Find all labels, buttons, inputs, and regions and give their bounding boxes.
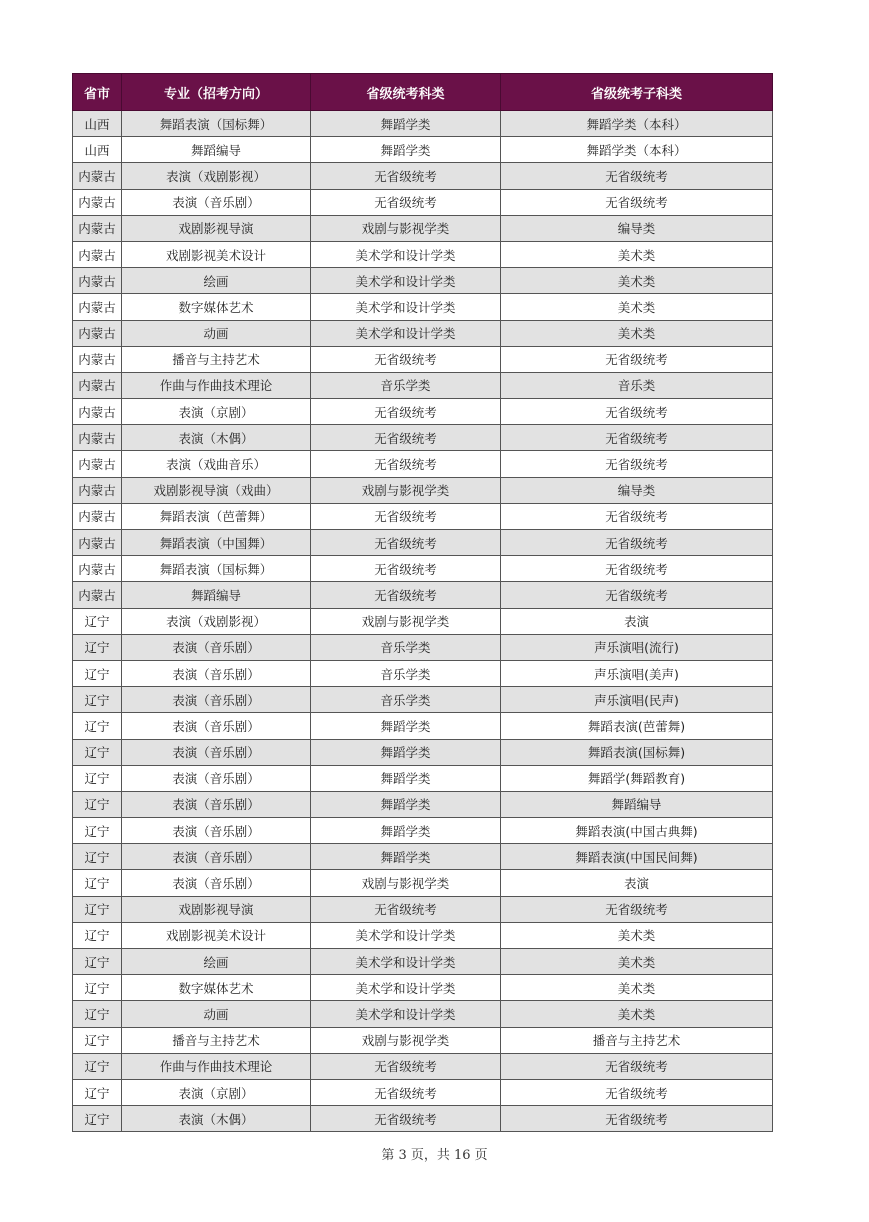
table-row — [73, 503, 773, 529]
cell-exam-subcategory: 美术类 — [501, 294, 773, 320]
table-row — [73, 634, 773, 660]
cell-major: 表演（戏曲音乐） — [122, 451, 311, 477]
table-row — [73, 949, 773, 975]
cell-province: 辽宁 — [73, 1053, 122, 1079]
cell-exam-category: 无省级统考 — [311, 530, 501, 556]
cell-province: 辽宁 — [73, 844, 122, 870]
cell-exam-subcategory: 播音与主持艺术 — [501, 1027, 773, 1053]
cell-exam-subcategory: 无省级统考 — [501, 530, 773, 556]
cell-exam-subcategory: 编导类 — [501, 477, 773, 503]
cell-major: 戏剧影视导演（戏曲） — [122, 477, 311, 503]
cell-province: 山西 — [73, 137, 122, 163]
cell-exam-subcategory: 无省级统考 — [501, 1079, 773, 1105]
cell-exam-subcategory: 舞蹈学(舞蹈教育) — [501, 765, 773, 791]
cell-province: 内蒙古 — [73, 215, 122, 241]
cell-major: 戏剧影视导演 — [122, 896, 311, 922]
table-row — [73, 1053, 773, 1079]
table-row — [73, 320, 773, 346]
cell-exam-subcategory: 无省级统考 — [501, 556, 773, 582]
cell-major: 播音与主持艺术 — [122, 346, 311, 372]
cell-province: 辽宁 — [73, 896, 122, 922]
cell-major: 绘画 — [122, 268, 311, 294]
cell-exam-category: 舞蹈学类 — [311, 739, 501, 765]
cell-exam-subcategory: 无省级统考 — [501, 451, 773, 477]
table-row — [73, 215, 773, 241]
cell-province: 辽宁 — [73, 1106, 122, 1132]
cell-exam-subcategory: 声乐演唱(流行) — [501, 634, 773, 660]
cell-major: 表演（音乐剧） — [122, 687, 311, 713]
cell-exam-subcategory: 美术类 — [501, 949, 773, 975]
cell-province: 辽宁 — [73, 660, 122, 686]
cell-major: 舞蹈编导 — [122, 582, 311, 608]
cell-exam-category: 无省级统考 — [311, 451, 501, 477]
table-row — [73, 922, 773, 948]
table-row — [73, 530, 773, 556]
cell-major: 表演（音乐剧） — [122, 844, 311, 870]
cell-exam-category: 无省级统考 — [311, 425, 501, 451]
header-province: 省市 — [73, 74, 122, 111]
table-row — [73, 896, 773, 922]
cell-exam-category: 无省级统考 — [311, 163, 501, 189]
table-row — [73, 1027, 773, 1053]
cell-exam-subcategory: 美术类 — [501, 1001, 773, 1027]
cell-province: 辽宁 — [73, 739, 122, 765]
cell-major: 表演（音乐剧） — [122, 818, 311, 844]
cell-exam-category: 戏剧与影视学类 — [311, 608, 501, 634]
cell-major: 表演（音乐剧） — [122, 870, 311, 896]
cell-province: 辽宁 — [73, 949, 122, 975]
cell-exam-subcategory: 舞蹈编导 — [501, 791, 773, 817]
table-body — [73, 111, 773, 1132]
cell-exam-category: 舞蹈学类 — [311, 791, 501, 817]
cell-province: 内蒙古 — [73, 346, 122, 372]
cell-exam-category: 无省级统考 — [311, 896, 501, 922]
cell-exam-subcategory: 无省级统考 — [501, 582, 773, 608]
cell-major: 舞蹈编导 — [122, 137, 311, 163]
cell-province: 辽宁 — [73, 713, 122, 739]
cell-major: 表演（戏剧影视） — [122, 608, 311, 634]
cell-major: 数字媒体艺术 — [122, 294, 311, 320]
cell-province: 内蒙古 — [73, 451, 122, 477]
cell-exam-subcategory: 美术类 — [501, 922, 773, 948]
cell-province: 内蒙古 — [73, 294, 122, 320]
table-row — [73, 346, 773, 372]
cell-major: 播音与主持艺术 — [122, 1027, 311, 1053]
cell-major: 表演（戏剧影视） — [122, 163, 311, 189]
table-row — [73, 268, 773, 294]
table-row — [73, 241, 773, 267]
table-row — [73, 163, 773, 189]
table-row — [73, 870, 773, 896]
cell-exam-category: 无省级统考 — [311, 582, 501, 608]
cell-exam-subcategory: 无省级统考 — [501, 346, 773, 372]
cell-exam-subcategory: 美术类 — [501, 268, 773, 294]
cell-exam-subcategory: 无省级统考 — [501, 503, 773, 529]
cell-exam-subcategory: 美术类 — [501, 320, 773, 346]
cell-exam-category: 舞蹈学类 — [311, 111, 501, 137]
cell-exam-category: 无省级统考 — [311, 399, 501, 425]
cell-exam-category: 音乐学类 — [311, 660, 501, 686]
cell-province: 辽宁 — [73, 765, 122, 791]
cell-exam-subcategory: 声乐演唱(美声) — [501, 660, 773, 686]
cell-exam-category: 音乐学类 — [311, 687, 501, 713]
table-row — [73, 556, 773, 582]
cell-exam-subcategory: 无省级统考 — [501, 399, 773, 425]
cell-exam-category: 无省级统考 — [311, 1053, 501, 1079]
admissions-table — [72, 73, 773, 1132]
cell-exam-category: 戏剧与影视学类 — [311, 870, 501, 896]
cell-province: 内蒙古 — [73, 503, 122, 529]
header-exam-subcategory: 省级统考子科类 — [501, 74, 773, 111]
cell-province: 内蒙古 — [73, 268, 122, 294]
table-row — [73, 844, 773, 870]
table-row — [73, 372, 773, 398]
cell-province: 内蒙古 — [73, 372, 122, 398]
table-row — [73, 1001, 773, 1027]
cell-province: 辽宁 — [73, 687, 122, 713]
cell-major: 表演（京剧） — [122, 1079, 311, 1105]
cell-province: 内蒙古 — [73, 241, 122, 267]
table-row — [73, 1106, 773, 1132]
table-row — [73, 294, 773, 320]
cell-province: 辽宁 — [73, 634, 122, 660]
cell-major: 表演（木偶） — [122, 425, 311, 451]
cell-exam-category: 无省级统考 — [311, 346, 501, 372]
cell-major: 戏剧影视美术设计 — [122, 241, 311, 267]
cell-major: 舞蹈表演（国标舞） — [122, 111, 311, 137]
cell-exam-subcategory: 无省级统考 — [501, 896, 773, 922]
cell-exam-subcategory: 舞蹈表演(国标舞) — [501, 739, 773, 765]
cell-exam-category: 舞蹈学类 — [311, 765, 501, 791]
cell-exam-subcategory: 无省级统考 — [501, 1106, 773, 1132]
cell-exam-subcategory: 音乐类 — [501, 372, 773, 398]
cell-exam-category: 美术学和设计学类 — [311, 949, 501, 975]
table-row — [73, 1079, 773, 1105]
cell-exam-category: 美术学和设计学类 — [311, 922, 501, 948]
cell-exam-category: 美术学和设计学类 — [311, 975, 501, 1001]
cell-major: 表演（音乐剧） — [122, 765, 311, 791]
cell-exam-subcategory: 无省级统考 — [501, 425, 773, 451]
cell-province: 内蒙古 — [73, 556, 122, 582]
cell-exam-category: 舞蹈学类 — [311, 137, 501, 163]
cell-exam-category: 美术学和设计学类 — [311, 268, 501, 294]
cell-exam-subcategory: 美术类 — [501, 241, 773, 267]
cell-major: 表演（音乐剧） — [122, 189, 311, 215]
page-footer: 第 3 页，共 16 页 — [381, 1148, 488, 1163]
cell-province: 辽宁 — [73, 1001, 122, 1027]
cell-exam-category: 无省级统考 — [311, 189, 501, 215]
cell-exam-subcategory: 舞蹈表演(中国民间舞) — [501, 844, 773, 870]
table-row — [73, 425, 773, 451]
cell-province: 内蒙古 — [73, 399, 122, 425]
cell-major: 动画 — [122, 320, 311, 346]
cell-province: 辽宁 — [73, 922, 122, 948]
cell-exam-category: 戏剧与影视学类 — [311, 215, 501, 241]
cell-exam-subcategory: 舞蹈表演(芭蕾舞) — [501, 713, 773, 739]
cell-major: 舞蹈表演（中国舞） — [122, 530, 311, 556]
cell-major: 表演（音乐剧） — [122, 791, 311, 817]
cell-province: 内蒙古 — [73, 425, 122, 451]
cell-major: 戏剧影视导演 — [122, 215, 311, 241]
cell-province: 辽宁 — [73, 1079, 122, 1105]
table-row — [73, 818, 773, 844]
cell-major: 绘画 — [122, 949, 311, 975]
cell-exam-subcategory: 表演 — [501, 870, 773, 896]
cell-major: 表演（音乐剧） — [122, 634, 311, 660]
cell-major: 作曲与作曲技术理论 — [122, 1053, 311, 1079]
cell-exam-category: 舞蹈学类 — [311, 713, 501, 739]
table-row — [73, 713, 773, 739]
table-row — [73, 765, 773, 791]
cell-exam-subcategory: 无省级统考 — [501, 163, 773, 189]
cell-province: 辽宁 — [73, 975, 122, 1001]
cell-exam-subcategory: 舞蹈表演(中国古典舞) — [501, 818, 773, 844]
cell-province: 山西 — [73, 111, 122, 137]
cell-exam-category: 美术学和设计学类 — [311, 320, 501, 346]
cell-major: 动画 — [122, 1001, 311, 1027]
table-row — [73, 399, 773, 425]
table-row — [73, 608, 773, 634]
cell-province: 辽宁 — [73, 818, 122, 844]
table-row — [73, 791, 773, 817]
cell-exam-subcategory: 无省级统考 — [501, 189, 773, 215]
table-row — [73, 739, 773, 765]
table-row — [73, 189, 773, 215]
cell-exam-category: 无省级统考 — [311, 556, 501, 582]
cell-exam-subcategory: 表演 — [501, 608, 773, 634]
cell-exam-category: 音乐学类 — [311, 372, 501, 398]
table-row — [73, 660, 773, 686]
table-header-row — [73, 74, 773, 111]
header-exam-category: 省级统考科类 — [311, 74, 501, 111]
cell-exam-subcategory: 美术类 — [501, 975, 773, 1001]
cell-exam-subcategory: 编导类 — [501, 215, 773, 241]
cell-exam-category: 无省级统考 — [311, 1079, 501, 1105]
cell-province: 辽宁 — [73, 608, 122, 634]
cell-exam-subcategory: 声乐演唱(民声) — [501, 687, 773, 713]
table-row — [73, 687, 773, 713]
cell-province: 内蒙古 — [73, 582, 122, 608]
cell-major: 戏剧影视美术设计 — [122, 922, 311, 948]
cell-major: 表演（木偶） — [122, 1106, 311, 1132]
table-row — [73, 137, 773, 163]
cell-exam-category: 音乐学类 — [311, 634, 501, 660]
cell-major: 表演（音乐剧） — [122, 660, 311, 686]
cell-province: 辽宁 — [73, 791, 122, 817]
cell-exam-category: 戏剧与影视学类 — [311, 1027, 501, 1053]
table-row — [73, 582, 773, 608]
table-row — [73, 451, 773, 477]
cell-exam-category: 舞蹈学类 — [311, 818, 501, 844]
cell-province: 辽宁 — [73, 1027, 122, 1053]
cell-exam-subcategory: 无省级统考 — [501, 1053, 773, 1079]
cell-exam-subcategory: 舞蹈学类（本科） — [501, 137, 773, 163]
cell-province: 内蒙古 — [73, 530, 122, 556]
cell-province: 内蒙古 — [73, 163, 122, 189]
cell-province: 内蒙古 — [73, 189, 122, 215]
cell-major: 表演（京剧） — [122, 399, 311, 425]
cell-exam-subcategory: 舞蹈学类（本科） — [501, 111, 773, 137]
cell-exam-category: 戏剧与影视学类 — [311, 477, 501, 503]
cell-exam-category: 舞蹈学类 — [311, 844, 501, 870]
cell-exam-category: 美术学和设计学类 — [311, 294, 501, 320]
cell-exam-category: 无省级统考 — [311, 503, 501, 529]
cell-province: 内蒙古 — [73, 477, 122, 503]
cell-major: 舞蹈表演（国标舞） — [122, 556, 311, 582]
table-row — [73, 477, 773, 503]
cell-major: 舞蹈表演（芭蕾舞） — [122, 503, 311, 529]
table-row — [73, 975, 773, 1001]
cell-province: 辽宁 — [73, 870, 122, 896]
cell-province: 内蒙古 — [73, 320, 122, 346]
cell-major: 表演（音乐剧） — [122, 739, 311, 765]
cell-major: 作曲与作曲技术理论 — [122, 372, 311, 398]
cell-exam-category: 美术学和设计学类 — [311, 1001, 501, 1027]
cell-major: 数字媒体艺术 — [122, 975, 311, 1001]
header-major: 专业（招考方向） — [122, 74, 311, 111]
cell-exam-category: 无省级统考 — [311, 1106, 501, 1132]
cell-major: 表演（音乐剧） — [122, 713, 311, 739]
table-row — [73, 111, 773, 137]
cell-exam-category: 美术学和设计学类 — [311, 241, 501, 267]
